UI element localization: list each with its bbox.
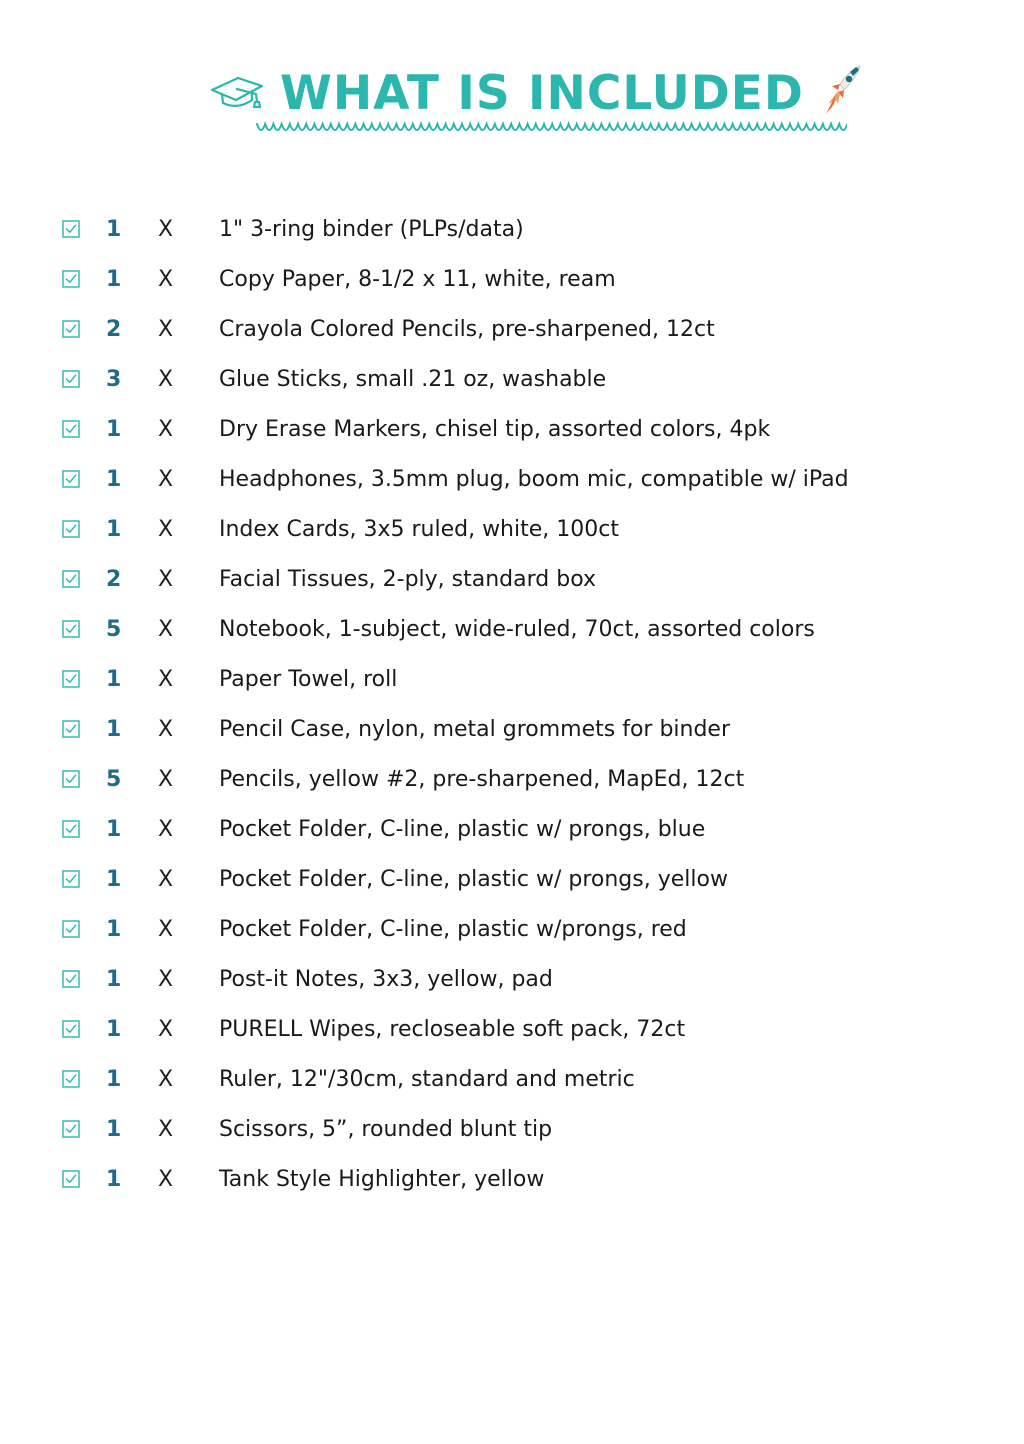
item-quantity: 1 xyxy=(106,1117,122,1142)
checkbox-checked-icon[interactable] xyxy=(62,920,80,938)
item-description: Crayola Colored Pencils, pre-sharpened, 12ct xyxy=(219,317,715,342)
item-description: Paper Towel, roll xyxy=(219,667,398,692)
checkbox-checked-icon[interactable] xyxy=(62,1120,80,1138)
item-description: Facial Tissues, 2-ply, standard box xyxy=(219,567,596,592)
list-item xyxy=(0,505,1024,555)
multiplier-sign: X xyxy=(158,267,174,292)
item-description: Notebook, 1-subject, wide-ruled, 70ct, assorted colors xyxy=(219,617,815,642)
item-description: Pencils, yellow #2, pre-sharpened, MapEd, 12ct xyxy=(219,767,745,792)
item-quantity: 2 xyxy=(106,567,122,592)
multiplier-sign: X xyxy=(158,917,174,942)
multiplier-sign: X xyxy=(158,717,174,742)
list-item xyxy=(0,205,1024,255)
item-quantity: 1 xyxy=(106,517,122,542)
item-quantity: 1 xyxy=(106,817,122,842)
checkbox-checked-icon[interactable] xyxy=(62,870,80,888)
multiplier-sign: X xyxy=(158,767,174,792)
checkbox-checked-icon[interactable] xyxy=(62,720,80,738)
list-item xyxy=(0,1055,1024,1105)
checkbox-checked-icon[interactable] xyxy=(62,320,80,338)
checkbox-checked-icon[interactable] xyxy=(62,820,80,838)
multiplier-sign: X xyxy=(158,417,174,442)
multiplier-sign: X xyxy=(158,217,174,242)
item-quantity: 1 xyxy=(106,267,122,292)
supply-list xyxy=(0,205,1024,1205)
list-item xyxy=(0,305,1024,355)
item-description: Dry Erase Markers, chisel tip, assorted colors, 4pk xyxy=(219,417,771,442)
multiplier-sign: X xyxy=(158,1167,174,1192)
list-item xyxy=(0,755,1024,805)
item-description: Pencil Case, nylon, metal grommets for binder xyxy=(219,717,731,742)
list-item xyxy=(0,355,1024,405)
item-description: Index Cards, 3x5 ruled, white, 100ct xyxy=(219,517,619,542)
multiplier-sign: X xyxy=(158,1117,174,1142)
wavy-underline xyxy=(255,120,847,136)
list-item xyxy=(0,555,1024,605)
checkbox-checked-icon[interactable] xyxy=(62,670,80,688)
multiplier-sign: X xyxy=(158,567,174,592)
item-quantity: 1 xyxy=(106,417,122,442)
checkbox-checked-icon[interactable] xyxy=(62,470,80,488)
rocket-icon xyxy=(816,64,866,124)
checkbox-checked-icon[interactable] xyxy=(62,620,80,638)
checkbox-checked-icon[interactable] xyxy=(62,270,80,288)
item-description: Pocket Folder, C-line, plastic w/ prongs, blue xyxy=(219,817,706,842)
item-quantity: 1 xyxy=(106,967,122,992)
item-quantity: 1 xyxy=(106,217,122,242)
list-item xyxy=(0,855,1024,905)
item-quantity: 1 xyxy=(106,1067,122,1092)
multiplier-sign: X xyxy=(158,467,174,492)
checkbox-checked-icon[interactable] xyxy=(62,420,80,438)
multiplier-sign: X xyxy=(158,517,174,542)
item-quantity: 1 xyxy=(106,917,122,942)
list-item xyxy=(0,805,1024,855)
item-quantity: 1 xyxy=(106,467,122,492)
multiplier-sign: X xyxy=(158,1067,174,1092)
item-description: Pocket Folder, C-line, plastic w/ prongs, yellow xyxy=(219,867,728,892)
list-item xyxy=(0,1105,1024,1155)
list-item xyxy=(0,1155,1024,1205)
item-description: Copy Paper, 8-1/2 x 11, white, ream xyxy=(219,267,616,292)
checkbox-checked-icon[interactable] xyxy=(62,770,80,788)
checkbox-checked-icon[interactable] xyxy=(62,970,80,988)
item-quantity: 5 xyxy=(106,767,122,792)
checkbox-checked-icon[interactable] xyxy=(62,1070,80,1088)
multiplier-sign: X xyxy=(158,967,174,992)
list-item xyxy=(0,255,1024,305)
multiplier-sign: X xyxy=(158,817,174,842)
page-header xyxy=(0,60,1024,150)
list-item xyxy=(0,955,1024,1005)
list-item xyxy=(0,705,1024,755)
item-description: Headphones, 3.5mm plug, boom mic, compatible w/ iPad xyxy=(219,467,849,492)
item-quantity: 1 xyxy=(106,667,122,692)
multiplier-sign: X xyxy=(158,667,174,692)
item-quantity: 2 xyxy=(106,317,122,342)
item-quantity: 1 xyxy=(106,717,122,742)
item-quantity: 3 xyxy=(106,367,122,392)
multiplier-sign: X xyxy=(158,317,174,342)
item-description: Tank Style Highlighter, yellow xyxy=(219,1167,545,1192)
checkbox-checked-icon[interactable] xyxy=(62,570,80,588)
item-description: 1" 3-ring binder (PLPs/data) xyxy=(219,217,524,242)
item-quantity: 1 xyxy=(106,867,122,892)
item-description: PURELL Wipes, recloseable soft pack, 72ct xyxy=(219,1017,686,1042)
checkbox-checked-icon[interactable] xyxy=(62,220,80,238)
item-description: Post-it Notes, 3x3, yellow, pad xyxy=(219,967,553,992)
checkbox-checked-icon[interactable] xyxy=(62,370,80,388)
multiplier-sign: X xyxy=(158,367,174,392)
list-item xyxy=(0,455,1024,505)
list-item xyxy=(0,655,1024,705)
multiplier-sign: X xyxy=(158,617,174,642)
list-item xyxy=(0,405,1024,455)
multiplier-sign: X xyxy=(158,867,174,892)
item-description: Scissors, 5”, rounded blunt tip xyxy=(219,1117,553,1142)
item-description: Ruler, 12"/30cm, standard and metric xyxy=(219,1067,635,1092)
list-item xyxy=(0,605,1024,655)
item-quantity: 1 xyxy=(106,1167,122,1192)
list-item xyxy=(0,1005,1024,1055)
item-description: Pocket Folder, C-line, plastic w/prongs, red xyxy=(219,917,687,942)
item-quantity: 1 xyxy=(106,1017,122,1042)
item-quantity: 5 xyxy=(106,617,122,642)
multiplier-sign: X xyxy=(158,1017,174,1042)
checkbox-checked-icon[interactable] xyxy=(62,1020,80,1038)
checkbox-checked-icon[interactable] xyxy=(62,1170,80,1188)
list-item xyxy=(0,905,1024,955)
graduation-cap-icon xyxy=(208,70,266,110)
page-title: WHAT IS INCLUDED xyxy=(280,66,804,121)
item-description: Glue Sticks, small .21 oz, washable xyxy=(219,367,607,392)
checkbox-checked-icon[interactable] xyxy=(62,520,80,538)
